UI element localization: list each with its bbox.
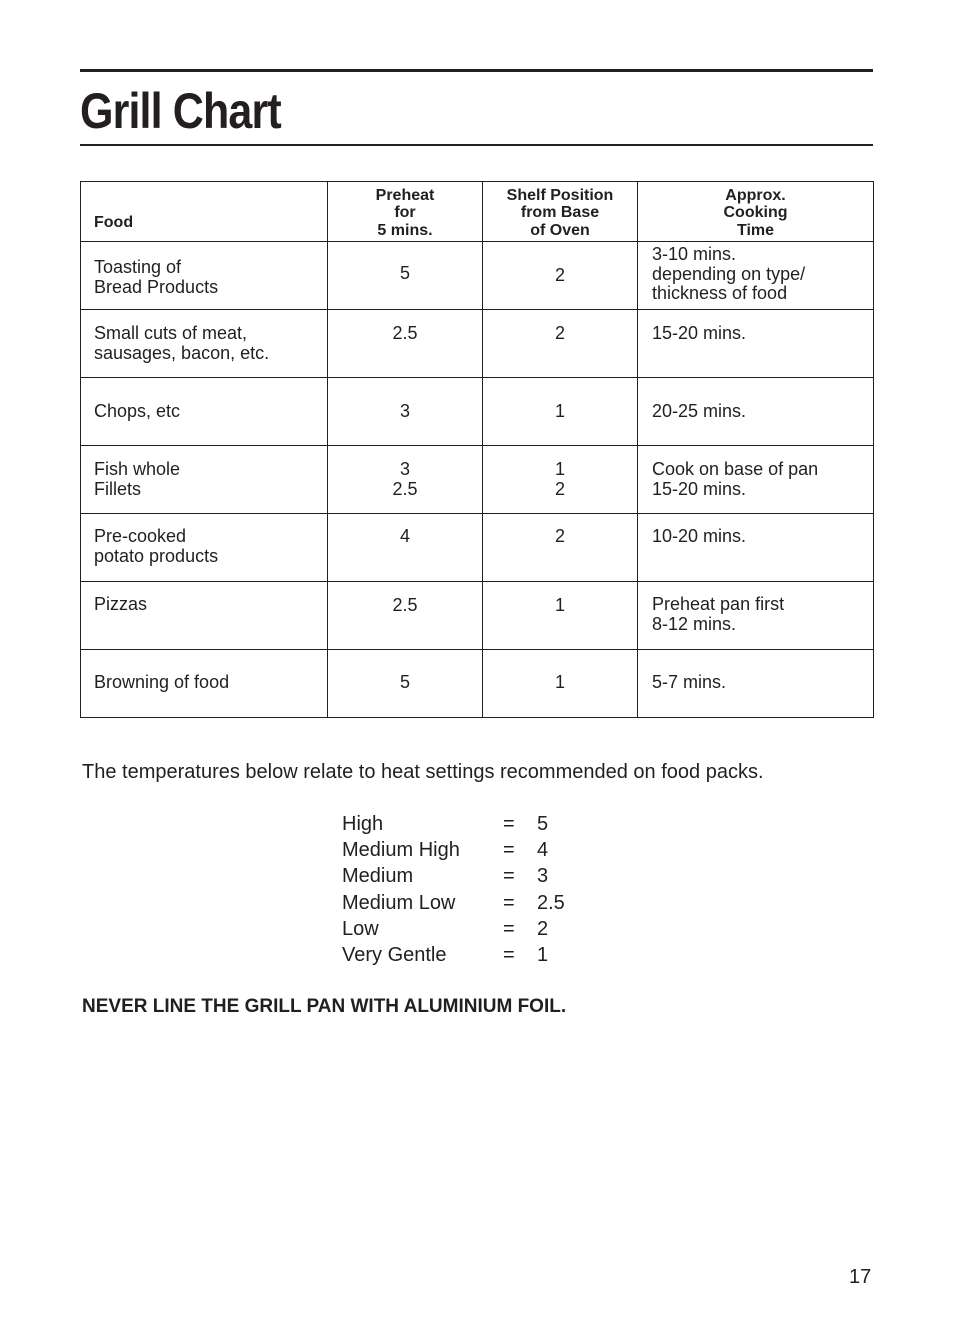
cell-text: 2.5 xyxy=(392,478,418,499)
title-rule-top xyxy=(80,69,873,72)
header-time-line: Approx. xyxy=(725,186,786,204)
heat-setting-label: High xyxy=(342,813,384,835)
heat-setting-equals: = xyxy=(503,917,515,940)
heat-setting-value: 4 xyxy=(537,839,549,862)
heat-setting-equals: = xyxy=(503,891,515,914)
heat-setting-row xyxy=(342,811,597,837)
heat-setting-equals: = xyxy=(503,865,515,888)
cell-food xyxy=(81,514,328,582)
header-cooking-time xyxy=(638,182,874,242)
cell-text: 2 xyxy=(554,478,565,499)
header-shelf-line: from Base xyxy=(520,204,600,221)
table-row xyxy=(81,650,874,718)
cell-time xyxy=(638,310,874,378)
heat-setting-row xyxy=(342,942,597,968)
cell-text: 15-20 mins. xyxy=(652,478,747,499)
table-header-row xyxy=(81,182,874,242)
page-number: 17 xyxy=(849,1266,872,1288)
cell-shelf xyxy=(483,242,638,310)
heat-setting-row xyxy=(342,837,597,863)
cell-text: 3-10 mins. xyxy=(652,244,737,264)
heat-setting-value: 2 xyxy=(537,917,549,940)
cell-text: potato products xyxy=(94,545,219,566)
cell-food xyxy=(81,446,328,514)
page-title: Grill Chart xyxy=(80,83,281,139)
heat-setting-label: Medium Low xyxy=(342,891,456,914)
cell-text: Toasting of xyxy=(94,257,182,277)
heat-setting-equals: = xyxy=(503,944,515,967)
cell-text: 1 xyxy=(554,401,565,421)
cell-text: 5-7 mins. xyxy=(652,672,727,692)
heat-setting-equals: = xyxy=(503,813,515,835)
cell-food xyxy=(81,378,328,446)
title-rule-bottom xyxy=(80,144,873,146)
cell-text: Fish whole xyxy=(94,459,181,479)
table-row xyxy=(81,514,874,582)
cell-shelf xyxy=(483,446,638,514)
heat-setting-value: 5 xyxy=(537,813,549,835)
cell-text: Small cuts of meat, xyxy=(94,323,248,343)
cell-text: 3 xyxy=(399,459,410,479)
table-row xyxy=(81,582,874,650)
heat-setting-value: 1 xyxy=(537,944,549,967)
heat-settings-list xyxy=(342,811,597,968)
header-preheat xyxy=(328,182,483,242)
cell-time xyxy=(638,514,874,582)
header-food: Food xyxy=(81,182,328,242)
cell-text: 5 xyxy=(399,672,410,692)
cell-text: 1 xyxy=(554,459,565,479)
header-preheat-line: for xyxy=(394,204,416,221)
table-row xyxy=(81,446,874,514)
cell-text: depending on type/ xyxy=(652,263,806,284)
cell-text: 2 xyxy=(554,323,565,343)
cell-text: thickness of food xyxy=(652,283,788,303)
cell-shelf xyxy=(483,650,638,718)
grill-chart-table xyxy=(80,181,874,718)
cell-text: 2.5 xyxy=(392,595,418,615)
cell-preheat xyxy=(328,378,483,446)
cell-shelf xyxy=(483,310,638,378)
heat-setting-row xyxy=(342,863,597,889)
cell-time xyxy=(638,446,874,514)
cell-shelf xyxy=(483,514,638,582)
cell-food xyxy=(81,310,328,378)
cell-text: Preheat pan first xyxy=(652,594,785,614)
cell-time xyxy=(638,378,874,446)
cell-text: Bread Products xyxy=(94,276,219,297)
header-shelf-position xyxy=(483,182,638,242)
cell-text: 1 xyxy=(554,672,565,692)
header-preheat-line: Preheat xyxy=(375,186,435,204)
heat-setting-equals: = xyxy=(503,839,515,862)
cell-text: Fillets xyxy=(94,478,142,499)
heat-setting-label: Medium High xyxy=(342,839,460,862)
header-shelf-line: of Oven xyxy=(530,221,590,239)
cell-text: 2.5 xyxy=(392,323,418,343)
cell-text: sausages, bacon, etc. xyxy=(94,342,270,363)
cell-preheat xyxy=(328,446,483,514)
cell-food xyxy=(81,582,328,650)
header-shelf-line: Shelf Position xyxy=(506,186,614,204)
cell-text: 5 xyxy=(399,263,410,283)
cell-text: Browning of food xyxy=(94,672,230,692)
cell-text: 20-25 mins. xyxy=(652,401,747,421)
heat-setting-value: 2.5 xyxy=(537,891,565,914)
cell-preheat xyxy=(328,514,483,582)
temperature-note: The temperatures below relate to heat settings recommended on food packs. xyxy=(82,761,764,783)
cell-time xyxy=(638,242,874,310)
cell-text: 2 xyxy=(554,526,565,546)
cell-food xyxy=(81,242,328,310)
heat-setting-value: 3 xyxy=(537,865,549,888)
heat-setting-row xyxy=(342,916,597,942)
heat-setting-label: Very Gentle xyxy=(342,944,447,967)
cell-text: 1 xyxy=(554,595,565,615)
cell-time xyxy=(638,650,874,718)
cell-preheat xyxy=(328,310,483,378)
table-row xyxy=(81,242,874,310)
cell-text: 2 xyxy=(554,265,565,285)
cell-text: Cook on base of pan xyxy=(652,459,819,479)
foil-warning: NEVER LINE THE GRILL PAN WITH ALUMINIUM FOIL. xyxy=(82,996,567,1017)
cell-text: 4 xyxy=(399,526,410,546)
cell-text: 3 xyxy=(399,401,410,421)
header-time-line: Time xyxy=(736,221,775,239)
cell-preheat xyxy=(328,650,483,718)
cell-time xyxy=(638,582,874,650)
header-preheat-line: 5 mins. xyxy=(377,221,433,239)
cell-text: Chops, etc xyxy=(94,401,181,421)
cell-text: Pre-cooked xyxy=(94,526,187,546)
table-row xyxy=(81,310,874,378)
cell-text: 15-20 mins. xyxy=(652,323,747,343)
cell-text: 8-12 mins. xyxy=(652,613,737,634)
cell-text: 10-20 mins. xyxy=(652,526,747,546)
heat-setting-label: Medium xyxy=(342,865,414,888)
cell-preheat xyxy=(328,582,483,650)
cell-text: Pizzas xyxy=(94,594,148,614)
heat-setting-label: Low xyxy=(342,917,379,940)
cell-shelf xyxy=(483,582,638,650)
cell-food xyxy=(81,650,328,718)
cell-shelf xyxy=(483,378,638,446)
table-row xyxy=(81,378,874,446)
header-time-line: Cooking xyxy=(723,204,788,221)
heat-setting-row xyxy=(342,890,597,916)
cell-preheat xyxy=(328,242,483,310)
